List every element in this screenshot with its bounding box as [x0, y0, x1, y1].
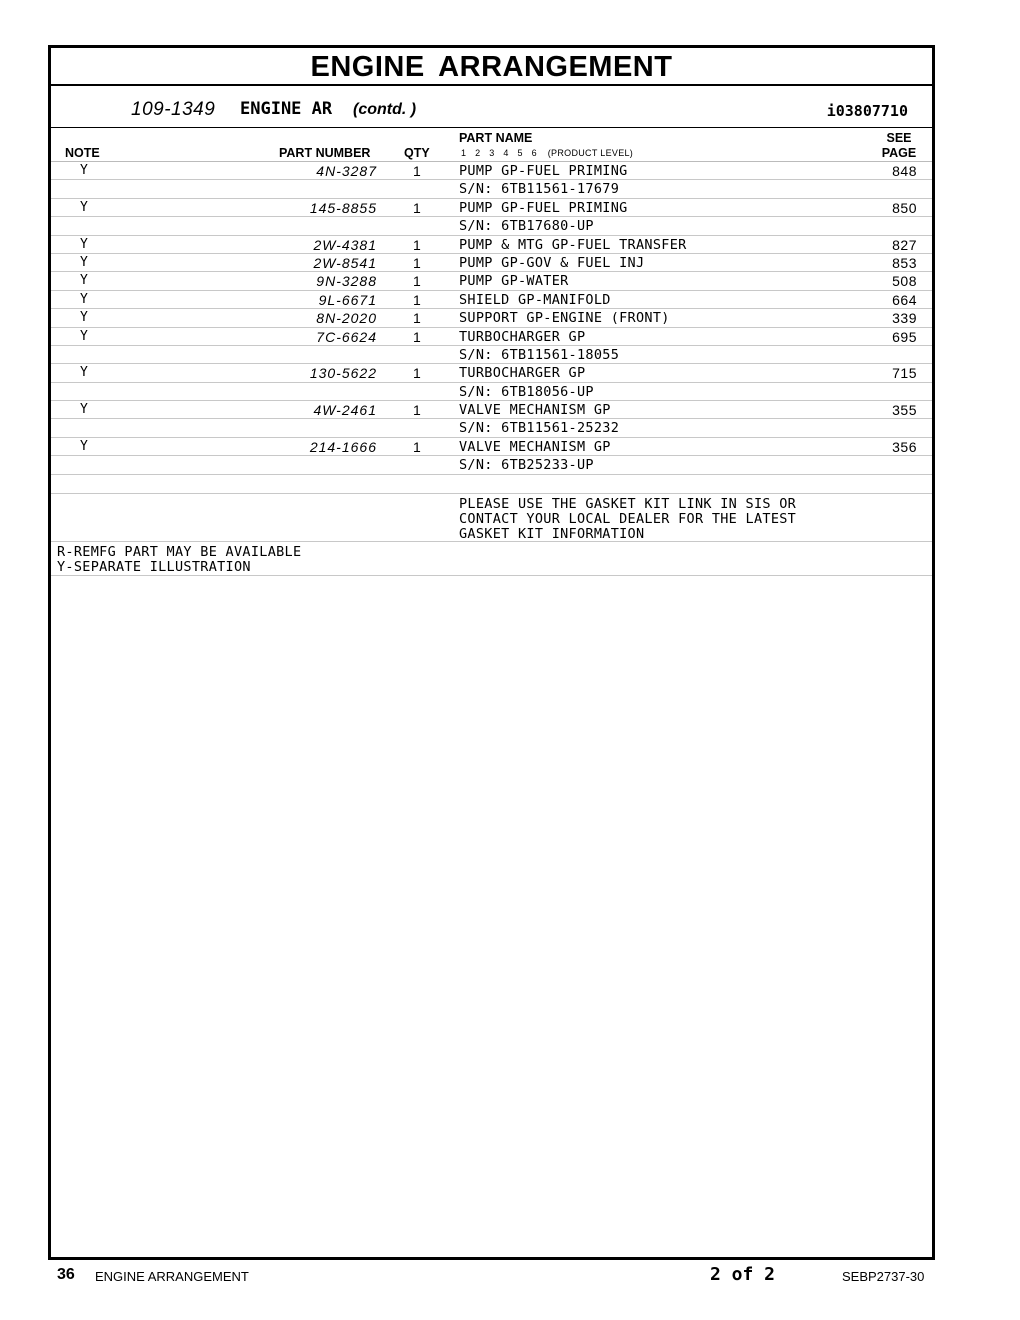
- product-level-label: (PRODUCT LEVEL): [547, 148, 634, 158]
- table-row: [51, 364, 932, 382]
- header-part-number: PART NUMBER: [279, 146, 371, 160]
- part-number-cell: 8N-2020: [316, 310, 377, 327]
- level-5: 5: [517, 148, 523, 158]
- table-row: [51, 217, 932, 235]
- part-number-cell: 4N-3287: [316, 163, 377, 179]
- see-page-cell: 848: [892, 163, 917, 179]
- table-row: [51, 180, 932, 198]
- table-row: [51, 291, 932, 309]
- see-page-cell: 339: [892, 310, 917, 327]
- level-4: 4: [503, 148, 509, 158]
- part-name-cell: PUMP GP-FUEL PRIMING: [459, 163, 628, 179]
- qty-cell: 1: [413, 291, 421, 308]
- table-row: [51, 438, 932, 456]
- header-note: NOTE: [65, 146, 100, 160]
- part-name-cell: S/N: 6TB11561-18055: [459, 346, 620, 363]
- part-name-cell: PUMP GP-GOV & FUEL INJ: [459, 254, 645, 271]
- note-cell: Y: [80, 291, 88, 307]
- column-headers: [51, 128, 932, 162]
- qty-cell: 1: [413, 365, 421, 382]
- table-row: [51, 199, 932, 217]
- qty-cell: 1: [413, 438, 421, 455]
- part-name-cell: VALVE MECHANISM GP: [459, 438, 611, 455]
- notice-line: CONTACT YOUR LOCAL DEALER FOR THE LATEST: [459, 510, 797, 527]
- document-id: SEBP2737-30: [842, 1269, 925, 1284]
- note-cell: Y: [80, 273, 88, 289]
- table-row: [51, 328, 932, 346]
- group-header: [51, 86, 932, 128]
- group-number: 109-1349: [131, 99, 216, 120]
- qty-cell: 1: [413, 236, 421, 253]
- page-title: ENGINE ARRANGEMENT: [51, 48, 932, 86]
- part-number-cell: 9N-3288: [316, 273, 377, 290]
- section-name: ENGINE ARRANGEMENT: [95, 1269, 249, 1284]
- part-name-cell: TURBOCHARGER GP: [459, 365, 586, 382]
- table-row: [51, 272, 932, 290]
- qty-cell: 1: [413, 402, 421, 419]
- table-row: [51, 346, 932, 364]
- note-cell: Y: [80, 199, 88, 215]
- note-cell: Y: [80, 310, 88, 326]
- level-3: 3: [489, 148, 495, 158]
- see-page-cell: 715: [892, 365, 917, 382]
- header-see: SEE: [886, 131, 912, 145]
- part-number-cell: 2W-8541: [313, 254, 377, 271]
- header-product-levels: [461, 148, 633, 158]
- group-continued: (contd. ): [353, 101, 417, 118]
- part-name-cell: S/N: 6TB11561-17679: [459, 181, 620, 198]
- part-name-cell: PUMP & MTG GP-FUEL TRANSFER: [459, 236, 687, 253]
- group-name: ENGINE AR: [240, 99, 333, 119]
- qty-cell: 1: [413, 310, 421, 327]
- level-2: 2: [475, 148, 481, 158]
- see-page-cell: 827: [892, 236, 917, 253]
- page-of: 2 of 2: [710, 1264, 776, 1285]
- blank-row: [51, 475, 932, 494]
- note-cell: Y: [80, 328, 88, 344]
- note-cell: Y: [80, 438, 88, 454]
- part-number-cell: 4W-2461: [313, 402, 377, 419]
- see-page-cell: 355: [892, 402, 917, 419]
- part-number-cell: 7C-6624: [316, 328, 377, 345]
- part-name-cell: S/N: 6TB18056-UP: [459, 383, 594, 400]
- note-cell: Y: [80, 365, 88, 381]
- table-row: [51, 162, 932, 180]
- part-name-cell: S/N: 6TB17680-UP: [459, 218, 594, 235]
- part-name-cell: SHIELD GP-MANIFOLD: [459, 291, 611, 308]
- note-cell: Y: [80, 236, 88, 252]
- table-row: [51, 401, 932, 419]
- see-page-cell: 850: [892, 199, 917, 216]
- qty-cell: 1: [413, 328, 421, 345]
- see-page-cell: 664: [892, 291, 917, 308]
- table-row: [51, 383, 932, 401]
- qty-cell: 1: [413, 273, 421, 290]
- part-name-cell: S/N: 6TB25233-UP: [459, 457, 594, 474]
- table-row: [51, 236, 932, 254]
- qty-cell: 1: [413, 254, 421, 271]
- gasket-kit-notice: [51, 494, 932, 542]
- header-part-name: PART NAME: [459, 131, 533, 145]
- part-name-cell: PUMP GP-FUEL PRIMING: [459, 199, 628, 216]
- part-name-cell: PUMP GP-WATER: [459, 273, 569, 290]
- part-number-cell: 2W-4381: [313, 236, 377, 253]
- table-row: [51, 309, 932, 327]
- illustration-id: i03807710: [826, 102, 908, 120]
- page-footer: [0, 1262, 1020, 1292]
- header-qty: QTY: [404, 146, 430, 160]
- table-row: [51, 419, 932, 437]
- level-1: 1: [461, 148, 467, 158]
- part-number-cell: 130-5622: [309, 365, 377, 382]
- qty-cell: 1: [413, 163, 421, 179]
- parts-list-frame: [48, 45, 935, 1260]
- level-6: 6: [531, 148, 537, 158]
- part-number-cell: 9L-6671: [318, 291, 377, 308]
- note-cell: Y: [80, 163, 88, 178]
- part-name-cell: S/N: 6TB11561-25232: [459, 420, 620, 437]
- notice-line: PLEASE USE THE GASKET KIT LINK IN SIS OR: [459, 495, 797, 512]
- part-number-cell: 145-8855: [309, 199, 377, 216]
- see-page-cell: 853: [892, 254, 917, 271]
- see-page-cell: 695: [892, 328, 917, 345]
- table-row: [51, 456, 932, 474]
- parts-table: [51, 162, 932, 576]
- header-page: PAGE: [881, 146, 917, 160]
- part-name-cell: VALVE MECHANISM GP: [459, 402, 611, 419]
- part-number-cell: 214-1666: [309, 438, 377, 455]
- part-name-cell: SUPPORT GP-ENGINE (FRONT): [459, 310, 670, 327]
- part-name-cell: TURBOCHARGER GP: [459, 328, 586, 345]
- table-row: [51, 254, 932, 272]
- legend: [51, 542, 932, 576]
- see-page-cell: 508: [892, 273, 917, 290]
- qty-cell: 1: [413, 199, 421, 216]
- notice-line: GASKET KIT INFORMATION: [459, 525, 645, 542]
- note-cell: Y: [80, 402, 88, 418]
- note-cell: Y: [80, 254, 88, 270]
- page-number: 36: [57, 1266, 75, 1283]
- legend-line: Y-SEPARATE ILLUSTRATION: [57, 558, 251, 575]
- see-page-cell: 356: [892, 438, 917, 455]
- legend-line: R-REMFG PART MAY BE AVAILABLE: [57, 543, 302, 560]
